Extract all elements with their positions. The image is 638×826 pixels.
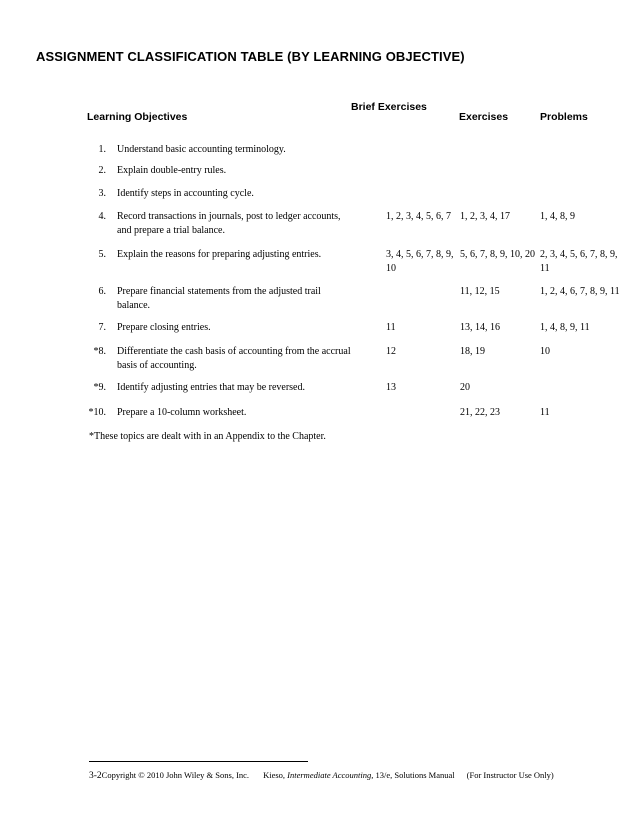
exercises-cell: 5, 6, 7, 8, 9, 10, 20	[460, 249, 535, 260]
exercises-cell: 21, 22, 23	[460, 407, 500, 418]
brief-exercises-cell: 3, 4, 5, 6, 7, 8, 9, 10	[386, 249, 454, 274]
exercises-cell: 1, 2, 3, 4, 17	[460, 211, 510, 222]
page-footer	[89, 770, 554, 781]
objective-description: Identify steps in accounting cycle.	[117, 188, 254, 199]
appendix-footnote: *These topics are dealt with in an Appendix to the Chapter.	[89, 431, 326, 442]
copyright-text: Copyright © 2010 John Wiley & Sons, Inc.	[101, 770, 250, 780]
footer-edition: 13/e, Solutions Manual	[375, 770, 455, 780]
objective-description: Explain double-entry rules.	[117, 165, 227, 176]
brief-exercises-cell: 1, 2, 3, 4, 5, 6, 7	[386, 211, 451, 222]
objective-number: 1.	[98, 144, 106, 155]
exercises-cell: 13, 14, 16	[460, 322, 500, 333]
objective-number: 6.	[98, 286, 106, 297]
page-title: ASSIGNMENT CLASSIFICATION TABLE (BY LEARNING OBJECTIVE)	[36, 49, 465, 64]
problems-cell: 1, 4, 8, 9	[540, 211, 575, 222]
objective-number: 2.	[98, 165, 106, 176]
problems-cell: 1, 2, 4, 6, 7, 8, 9, 11	[540, 286, 620, 297]
problems-cell: 1, 4, 8, 9, 11	[540, 322, 590, 333]
objective-number: 7.	[98, 322, 106, 333]
objective-description: Differentiate the cash basis of accounting from the accrual basis of accounting.	[117, 346, 351, 371]
problems-cell: 11	[540, 407, 550, 418]
objective-description: Prepare a 10-column worksheet.	[117, 407, 247, 418]
problems-cell: 10	[540, 346, 550, 357]
objective-description: Understand basic accounting terminology.	[117, 144, 286, 155]
exercises-cell: 11, 12, 15	[460, 286, 500, 297]
objective-number: 4.	[98, 211, 106, 222]
footer-rule	[89, 761, 308, 762]
objective-description: Record transactions in journals, post to ledger accounts, and prepare a trial balance.	[117, 211, 341, 236]
brief-exercises-cell: 12	[386, 346, 396, 357]
objective-description: Prepare financial statements from the adjusted trail balance.	[117, 286, 321, 311]
objective-description: Explain the reasons for preparing adjusting entries.	[117, 249, 322, 260]
objective-number: 5.	[98, 249, 106, 260]
header-exercises: Exercises	[459, 111, 509, 123]
objective-number: *10.	[88, 407, 106, 418]
objective-description: Identify adjusting entries that may be reversed.	[117, 382, 305, 393]
header-brief-exercises: Brief Exercises	[351, 101, 427, 113]
footer-note: (For Instructor Use Only)	[466, 770, 554, 780]
exercises-cell: 18, 19	[460, 346, 485, 357]
problems-cell: 2, 3, 4, 5, 6, 7, 8, 9, 11	[540, 249, 618, 274]
objective-description: Prepare closing entries.	[117, 322, 211, 333]
objective-number: *8.	[93, 346, 106, 357]
objective-number: 3.	[98, 188, 106, 199]
header-problems: Problems	[540, 111, 588, 123]
brief-exercises-cell: 13	[386, 382, 396, 393]
brief-exercises-cell: 11	[386, 322, 396, 333]
footer-book-title: Intermediate Accounting,	[287, 770, 374, 780]
objective-number: *9.	[93, 382, 106, 393]
header-learning-objectives: Learning Objectives	[87, 111, 188, 123]
exercises-cell: 20	[460, 382, 470, 393]
footer-author: Kieso,	[263, 770, 286, 780]
page-number: 3-2	[89, 771, 102, 781]
